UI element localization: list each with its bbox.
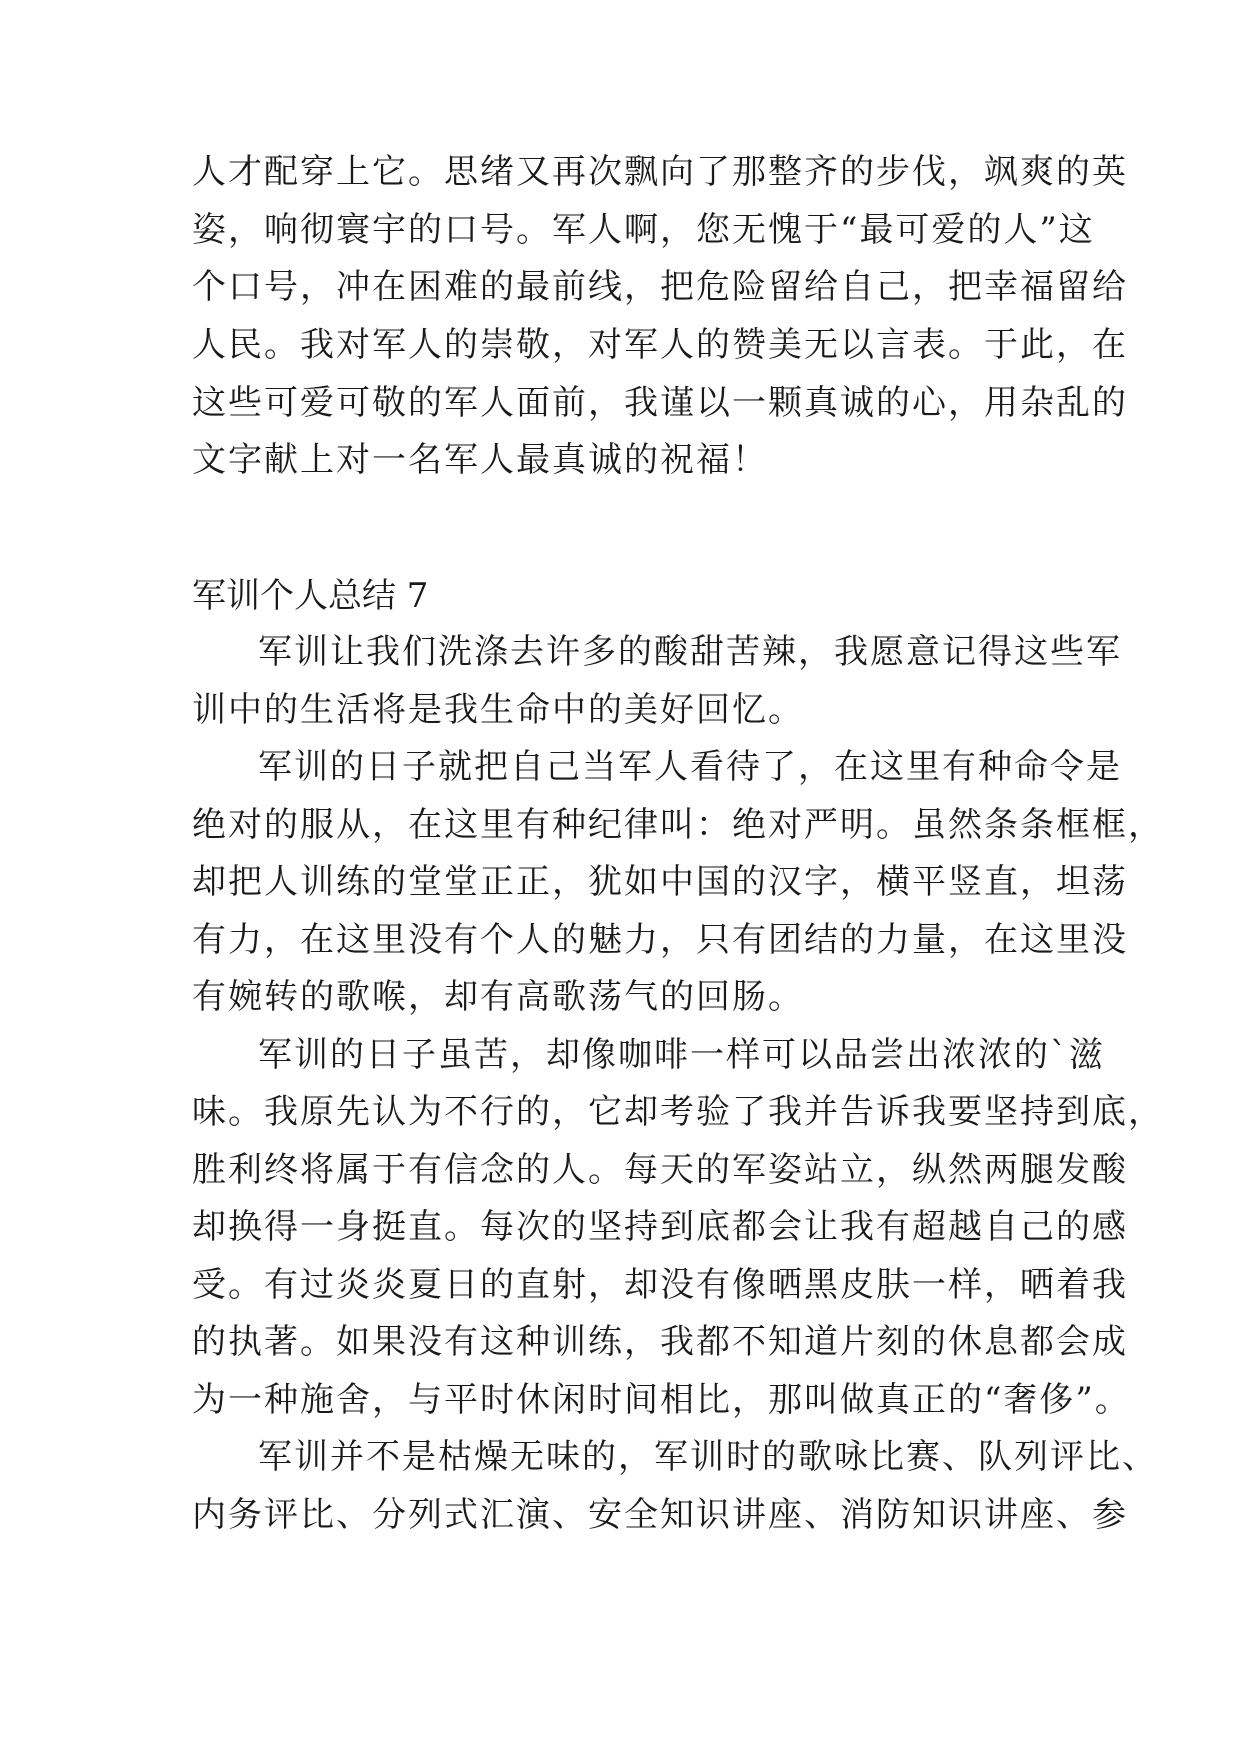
paragraph-4-line-1: 军训并不是枯燥无味的，军训时的歌咏比赛、队列评比、	[258, 1437, 1158, 1477]
paragraph-3-line-4: 却换得一身挺直。每次的坚持到底都会让我有超越自己的感	[192, 1207, 1128, 1247]
intro-line-4: 人民。我对军人的崇敬，对军人的赞美无以言表。于此，在	[192, 325, 1128, 365]
paragraph-4-line-2: 内务评比、分列式汇演、安全知识讲座、消防知识讲座、参	[192, 1495, 1128, 1535]
intro-line-1: 人才配穿上它。思绪又再次飘向了那整齐的步伐，飒爽的英	[192, 152, 1128, 192]
paragraph-2-line-5: 有婉转的歌喉，却有高歌荡气的回肠。	[192, 977, 804, 1017]
paragraph-3-line-2: 味。我原先认为不行的，它却考验了我并告诉我要坚持到底，	[192, 1092, 1164, 1132]
paragraph-3-line-3: 胜利终将属于有信念的人。每天的军姿站立，纵然两腿发酸	[192, 1150, 1128, 1190]
paragraph-3-line-6: 的执著。如果没有这种训练，我都不知道片刻的休息都会成	[192, 1322, 1128, 1362]
intro-line-2: 姿，响彻寰宇的口号。军人啊，您无愧于“最可爱的人”这	[192, 210, 1095, 250]
paragraph-2-line-2: 绝对的服从，在这里有种纪律叫：绝对严明。虽然条条框框，	[192, 805, 1164, 845]
section-heading: 军训个人总结 7	[192, 576, 429, 616]
intro-line-5: 这些可爱可敬的军人面前，我谨以一颗真诚的心，用杂乱的	[192, 383, 1128, 423]
paragraph-1-line-1: 军训让我们洗涤去许多的酸甜苦辣，我愿意记得这些军	[258, 632, 1122, 672]
paragraph-2-line-3: 却把人训练的堂堂正正，犹如中国的汉字，横平竖直，坦荡	[192, 862, 1128, 902]
paragraph-3-line-1: 军训的日子虽苦，却像咖啡一样可以品尝出浓浓的`滋	[258, 1035, 1105, 1075]
paragraph-1-line-2: 训中的生活将是我生命中的美好回忆。	[192, 690, 804, 730]
paragraph-3-line-7: 为一种施舍，与平时休闲时间相比，那叫做真正的“奢侈”。	[192, 1380, 1131, 1420]
paragraph-2-line-4: 有力，在这里没有个人的魅力，只有团结的力量，在这里没	[192, 920, 1128, 960]
paragraph-2-line-1: 军训的日子就把自己当军人看待了，在这里有种命令是	[258, 747, 1122, 787]
intro-line-3: 个口号，冲在困难的最前线，把危险留给自己，把幸福留给	[192, 267, 1128, 307]
paragraph-3-line-5: 受。有过炎炎夏日的直射，却没有像晒黑皮肤一样，晒着我	[192, 1265, 1128, 1305]
intro-line-6: 文字献上对一名军人最真诚的祝福！	[192, 440, 768, 480]
